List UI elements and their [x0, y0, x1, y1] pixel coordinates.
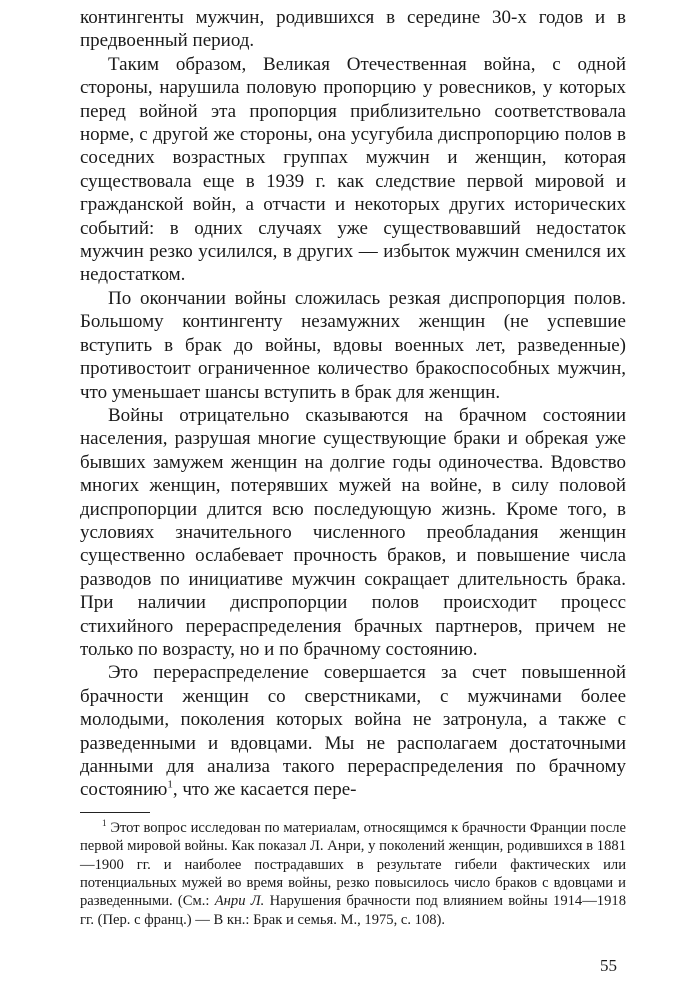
book-page: [80, 6, 626, 929]
paragraph-5: [80, 661, 626, 801]
footnote-reference: 1: [167, 779, 173, 792]
paragraph-4: Войны отрицательно сказываются на брачном состоянии населения, разрушая многие существующие браки и обрекая уже бывших замужем женщин на долгие годы одиночества. Вдовство многих женщин, потерявших мужей на войне, в силу половой диспропорции длится всю последующую жизнь. Кроме того, в условиях значительного численного преобладания женщин существенно ослабевает прочность браков, и повышение числа разводов по инициативе мужчин сокращает длительность брака. При наличии диспропорции полов происходит процесс стихийного перераспределения брачных партнеров, причем не только по возрасту, но и по брачному состоянию.: [80, 404, 626, 660]
main-text: [80, 6, 626, 802]
paragraph-3: По окончании войны сложилась резкая диспропорция полов. Большому контингенту незамужних женщин (не успевшие вступить в брак до войны, вдовы военных лет, разведенные) противостоит ограниченное количество бракоспособных мужчин, что уменьшает шансы вступить в брак для женщин.: [80, 287, 626, 403]
paragraph-1: контингенты мужчин, родившихся в середине 30-х годов и в предвоенный период.: [80, 7, 626, 52]
paragraph-5-tail: , что же касается пере-: [172, 779, 357, 801]
paragraph-5-text: Это перераспределение совершается за счет повышенной брачности женщин со сверстниками, с мужчинами более молодыми, поколения которых война не затронула, а также с разведенными и вдовцами. Мы не располагаем достаточными данными для анализа такого перераспределения по брачному состоянию: [80, 662, 626, 801]
footnote-marker: 1: [102, 817, 107, 828]
footnote-part-2: Нарушения брачности под влиянием войны 1914—1918 гг. (Пер. с франц.) — В кн.: Брак и семья. М., 1975, с. 108).: [80, 893, 626, 928]
paragraph-2: Таким образом, Великая Отечественная война, с одной стороны, нарушила половую пропорцию у ровесников, у которых перед войной эта пропорция приблизительно соответствовала норме, с другой же стороны, она усугубила диспропорцию полов в соседних возрастных группах мужчин и женщин, которая существовала еще в 1939 г. как следствие первой мировой и гражданской войн, а отчасти и некоторых других исторических событий: в одних случаях уже существовавший недостаток мужчин резко усилился, в других — избыток мужчин сменился их недостатком.: [80, 53, 626, 286]
footnote-author: Анри Л.: [214, 893, 265, 910]
footnote-part-1: Этот вопрос исследован по материалам, относящимся к брачности Франции после первой мировой войны. Как показал Л. Анри, у поколений женщин, родившихся в 1881—1900 гг. и наиболее пострадавших в результате гибели фактических или потенциальных мужей во время войны, резко повысилось число браков с вдовцами и разведенными. (См.:: [80, 819, 626, 910]
footnote-divider: [80, 812, 150, 813]
footnote-text: [80, 819, 626, 929]
footnote: [80, 819, 626, 929]
page-number: 55: [600, 956, 617, 975]
